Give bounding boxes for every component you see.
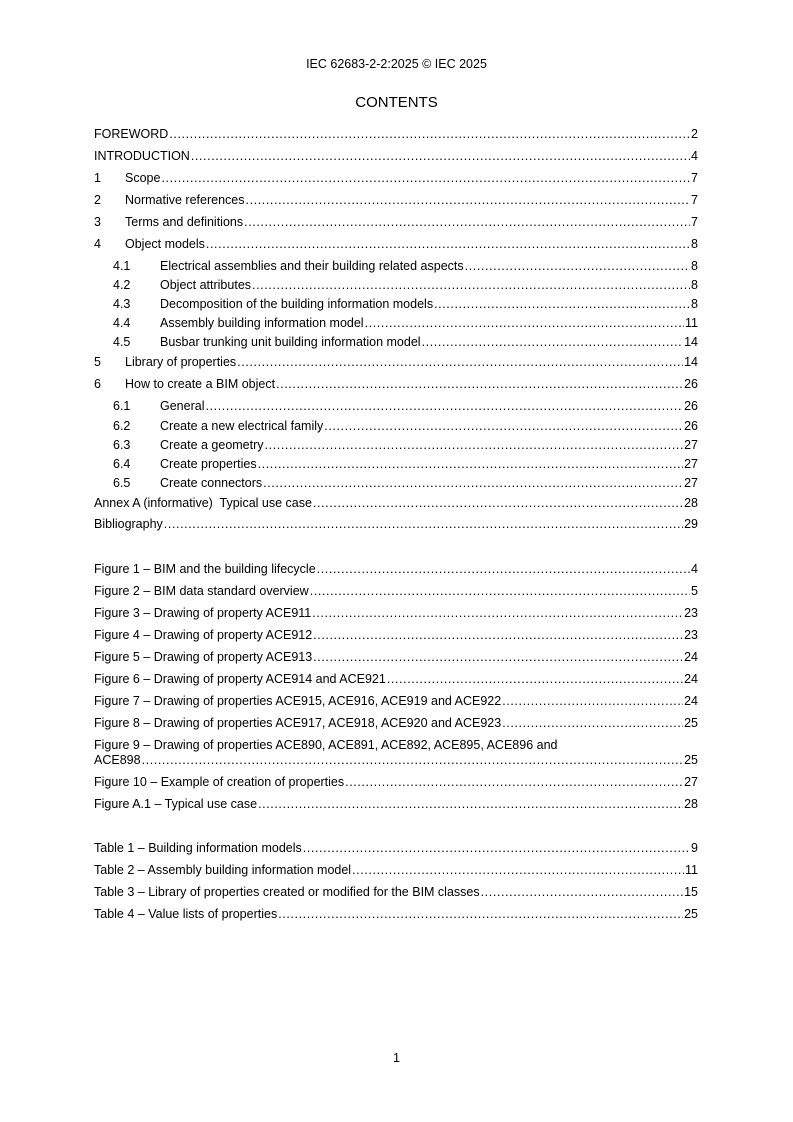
toc-number: 5 xyxy=(94,355,101,369)
toc-text: Library of properties xyxy=(125,355,237,369)
toc-number: 6.5 xyxy=(113,476,131,490)
toc-page: 8 xyxy=(691,278,698,292)
figure-entry-9-line1[interactable]: Figure 9 – Drawing of properties ACE890, ACE891, ACE892, ACE895, ACE896 and xyxy=(94,738,558,752)
figure-entry-7[interactable] xyxy=(94,693,698,710)
toc-number: 6.1 xyxy=(113,399,131,413)
figure-page: 5 xyxy=(691,584,698,598)
toc-text: Create properties xyxy=(160,457,257,471)
figure-entry-1[interactable] xyxy=(94,561,698,578)
toc-number: 2 xyxy=(94,193,101,207)
toc-entry-4-2[interactable] xyxy=(113,277,698,294)
toc-entry-6-5[interactable] xyxy=(113,475,698,492)
toc-text: Busbar trunking unit building information model xyxy=(160,335,421,349)
toc-text: Create a geometry xyxy=(160,438,264,452)
toc-entry-object-models[interactable] xyxy=(94,236,698,253)
toc-page: 7 xyxy=(691,215,698,229)
toc-page: 8 xyxy=(691,259,698,273)
figure-entry-5[interactable] xyxy=(94,649,698,666)
toc-entry-introduction[interactable] xyxy=(94,148,698,165)
toc-text: Create a new electrical family xyxy=(160,419,324,433)
table-page: 9 xyxy=(691,841,698,855)
toc-text: Decomposition of the building information models xyxy=(160,297,434,311)
figure-entry-3[interactable] xyxy=(94,605,698,622)
table-text: Table 3 – Library of properties created or modified for the BIM classes xyxy=(94,885,480,899)
figure-text: Figure 4 – Drawing of property ACE912 xyxy=(94,628,313,642)
page-title: CONTENTS xyxy=(355,94,438,111)
toc-text: Annex A (informative) Typical use case xyxy=(94,496,312,510)
toc-page: 26 xyxy=(684,419,698,433)
toc-number: 4.2 xyxy=(113,278,131,292)
figure-text: Figure A.1 – Typical use case xyxy=(94,797,258,811)
toc-page: 11 xyxy=(685,316,698,330)
toc-entry-foreword[interactable] xyxy=(94,126,698,143)
figure-text: Figure 8 – Drawing of properties ACE917, ACE918, ACE920 and ACE923 xyxy=(94,716,502,730)
table-page: 25 xyxy=(684,907,698,921)
figure-page: 25 xyxy=(684,716,698,730)
toc-text: Create connectors xyxy=(160,476,263,490)
toc-entry-scope[interactable] xyxy=(94,170,698,187)
figure-entry-2[interactable] xyxy=(94,583,698,600)
figure-text: Figure 6 – Drawing of property ACE914 and ACE921 xyxy=(94,672,386,686)
toc-number: 4 xyxy=(94,237,101,251)
toc-number: 4.5 xyxy=(113,335,131,349)
toc-entry-bibliography[interactable] xyxy=(94,516,698,533)
table-page: 15 xyxy=(684,885,698,899)
table-entry-4[interactable] xyxy=(94,906,698,923)
table-entry-2[interactable] xyxy=(94,862,698,879)
toc-entry-terms-definitions[interactable] xyxy=(94,214,698,231)
figure-text: Figure 5 – Drawing of property ACE913 xyxy=(94,650,313,664)
document-header: IEC 62683-2-2:2025 © IEC 2025 xyxy=(306,57,487,71)
toc-number: 6 xyxy=(94,377,101,391)
toc-text: INTRODUCTION xyxy=(94,149,190,163)
table-text: Table 1 – Building information models xyxy=(94,841,302,855)
toc-text: Electrical assemblies and their building related aspects xyxy=(160,259,464,273)
toc-text: Terms and definitions xyxy=(125,215,244,229)
toc-number: 6.4 xyxy=(113,457,131,471)
toc-entry-4-5[interactable] xyxy=(113,334,698,351)
toc-page: 2 xyxy=(691,127,698,141)
toc-page: 26 xyxy=(684,399,698,413)
toc-entry-4-4[interactable] xyxy=(113,315,698,332)
toc-page: 8 xyxy=(691,237,698,251)
toc-entry-annex-a[interactable] xyxy=(94,495,698,512)
figure-entry-4[interactable] xyxy=(94,627,698,644)
figure-page: 28 xyxy=(684,797,698,811)
toc-entry-create-bim-object[interactable] xyxy=(94,376,698,393)
table-entry-1[interactable] xyxy=(94,840,698,857)
figure-entry-a1[interactable] xyxy=(94,796,698,813)
figure-page: 23 xyxy=(684,628,698,642)
toc-number: 3 xyxy=(94,215,101,229)
toc-text: How to create a BIM object xyxy=(125,377,276,391)
toc-text: Normative references xyxy=(125,193,245,207)
toc-number: 6.2 xyxy=(113,419,131,433)
toc-page: 27 xyxy=(684,457,698,471)
figure-text: ACE898 xyxy=(94,753,141,767)
toc-page: 29 xyxy=(684,517,698,531)
toc-page: 7 xyxy=(691,193,698,207)
toc-entry-6-4[interactable] xyxy=(113,456,698,473)
toc-page: 27 xyxy=(684,438,698,452)
table-entry-3[interactable] xyxy=(94,884,698,901)
figure-entry-8[interactable] xyxy=(94,715,698,732)
toc-number: 4.4 xyxy=(113,316,131,330)
toc-text: FOREWORD xyxy=(94,127,169,141)
figure-entry-10[interactable] xyxy=(94,774,698,791)
toc-text: Assembly building information model xyxy=(160,316,364,330)
toc-text: Object attributes xyxy=(160,278,252,292)
toc-text: Object models xyxy=(125,237,205,251)
toc-page: 7 xyxy=(691,171,698,185)
figure-entry-9[interactable] xyxy=(94,752,698,769)
toc-page: 14 xyxy=(684,355,698,369)
toc-entry-normative-references[interactable] xyxy=(94,192,698,209)
toc-text: Bibliography xyxy=(94,517,163,531)
figure-text: Figure 10 – Example of creation of properties xyxy=(94,775,345,789)
toc-entry-6-2[interactable] xyxy=(113,418,698,435)
toc-number: 1 xyxy=(94,171,101,185)
toc-entry-library-properties[interactable] xyxy=(94,354,698,371)
toc-page: 14 xyxy=(684,335,698,349)
figure-entry-6[interactable] xyxy=(94,671,698,688)
figure-page: 24 xyxy=(684,694,698,708)
figure-page: 24 xyxy=(684,650,698,664)
toc-text: Scope xyxy=(125,171,161,185)
toc-number: 4.1 xyxy=(113,259,131,273)
figure-text: Figure 2 – BIM data standard overview xyxy=(94,584,309,598)
figure-page: 25 xyxy=(684,753,698,767)
toc-page: 8 xyxy=(691,297,698,311)
toc-page: 27 xyxy=(684,476,698,490)
table-page: 11 xyxy=(685,863,698,877)
figure-page: 24 xyxy=(684,672,698,686)
figure-page: 4 xyxy=(691,562,698,576)
figure-page: 27 xyxy=(684,775,698,789)
toc-entry-4-1[interactable] xyxy=(113,258,698,275)
table-text: Table 4 – Value lists of properties xyxy=(94,907,278,921)
toc-page: 4 xyxy=(691,149,698,163)
toc-number: 6.3 xyxy=(113,438,131,452)
figure-page: 23 xyxy=(684,606,698,620)
toc-page: 26 xyxy=(684,377,698,391)
table-text: Table 2 – Assembly building information model xyxy=(94,863,352,877)
figure-text: Figure 7 – Drawing of properties ACE915, ACE916, ACE919 and ACE922 xyxy=(94,694,502,708)
toc-entry-6-1[interactable] xyxy=(113,398,698,415)
toc-page: 28 xyxy=(684,496,698,510)
figure-text: Figure 1 – BIM and the building lifecycle xyxy=(94,562,316,576)
page-number: 1 xyxy=(393,1051,400,1065)
toc-text: General xyxy=(160,399,205,413)
figure-text: Figure 3 – Drawing of property ACE911 xyxy=(94,606,312,620)
toc-entry-4-3[interactable] xyxy=(113,296,698,313)
toc-number: 4.3 xyxy=(113,297,131,311)
toc-entry-6-3[interactable] xyxy=(113,437,698,454)
